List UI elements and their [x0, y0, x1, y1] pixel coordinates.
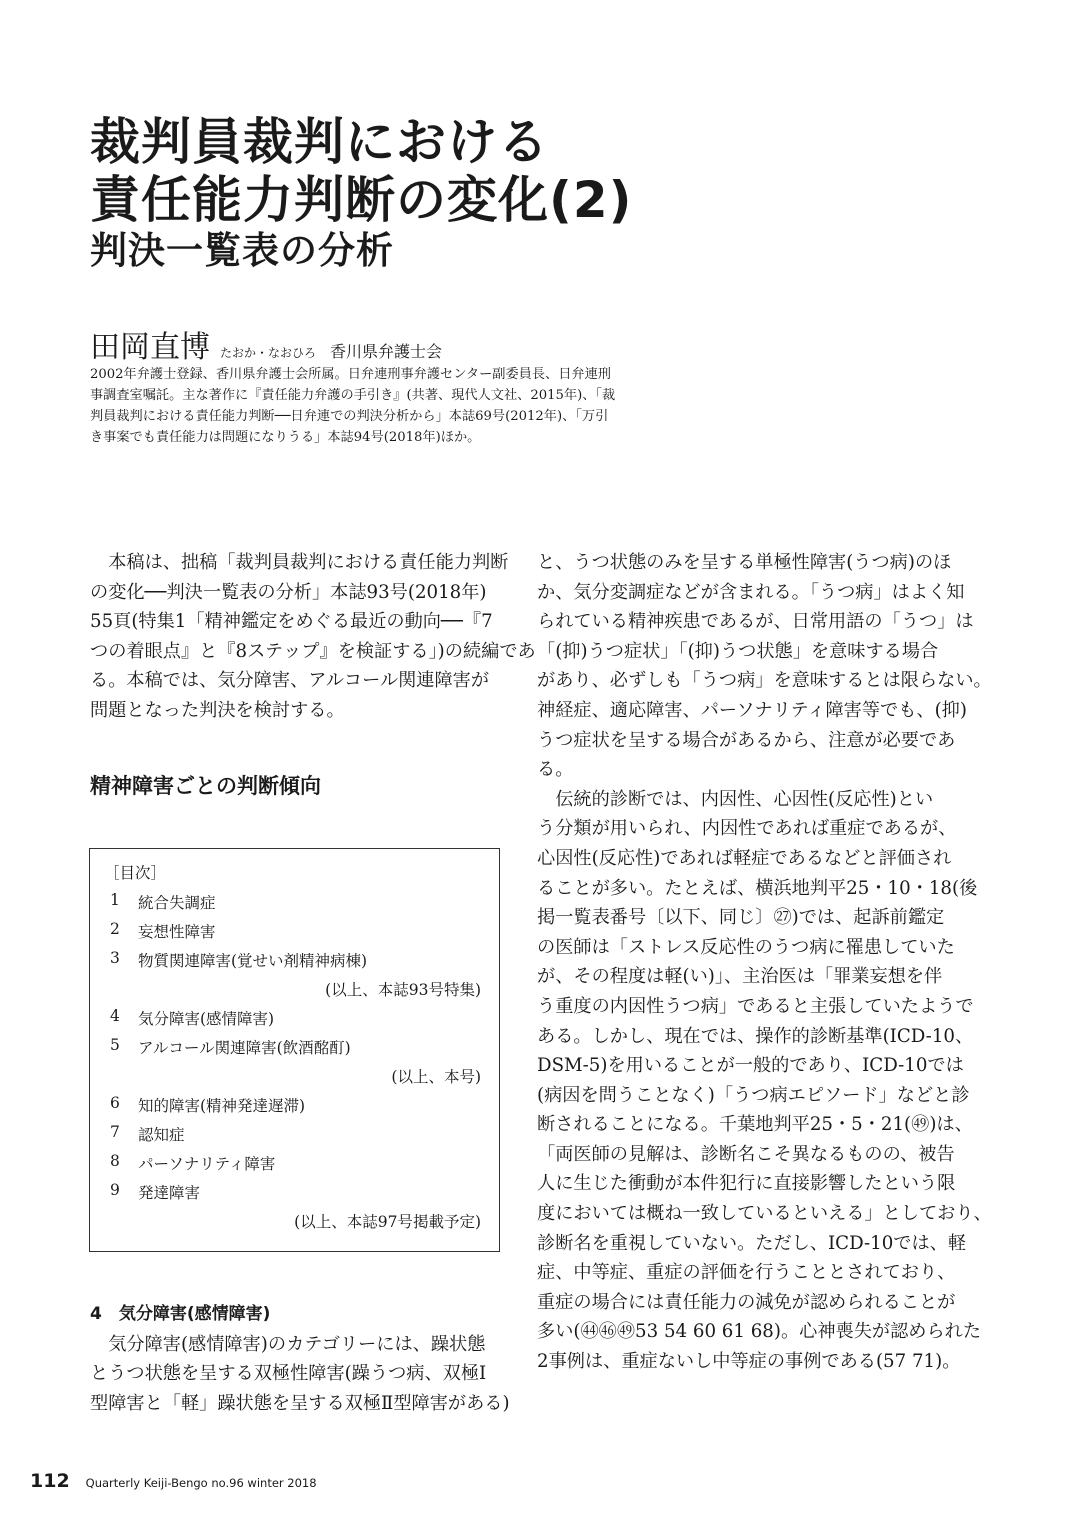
text-line: 心因性(反応性)であれば軽症であるなどと評価され [537, 847, 952, 869]
text-line: 55頁(特集1「精神鑑定をめぐる最近の動向──『7 [90, 611, 493, 633]
author-kana: たおか・なおひろ [220, 346, 317, 360]
toc-item-label: 妄想性障害 [138, 923, 216, 941]
text-line: 本稿は、拙稿「裁判員裁判における責任能力判断 [90, 552, 509, 573]
article-title-line1: 裁判員裁判における [90, 113, 549, 171]
toc-item-number: 1 [110, 891, 120, 909]
text-line: 型障害と「軽」躁状態を呈する双極Ⅱ型障害がある) [90, 1392, 510, 1414]
section-heading: 精神障害ごとの判断傾向 [90, 774, 321, 798]
journal-name: Quarterly Keiji-Bengo no.96 winter 2018 [85, 1476, 317, 1490]
toc-note-text: (以上、本誌93号特集) [325, 981, 481, 999]
text-line: か、気分変調症などが含まれる。「うつ病」はよく知 [537, 581, 965, 603]
text-line: られている精神疾患であるが、日常用語の「うつ」は [537, 611, 974, 633]
bio-line: 2002年弁護士登録、香川県弁護士会所属。日弁連刑事弁護センター副委員長、日弁連刑 [90, 367, 611, 382]
text-line: 掲一覧表番号〔以下、同じ〕㉗)では、起訴前鑑定 [537, 907, 945, 929]
text-line: ることが多い。たとえば、横浜地判平25・10・18(後 [537, 877, 978, 899]
toc-item-number: 5 [110, 1036, 120, 1054]
toc-item-number: 6 [110, 1094, 120, 1112]
text-line: 診断名を重視していない。ただし、ICD-10では、軽 [537, 1232, 967, 1254]
author-block [90, 322, 442, 366]
toc-item-label: パーソナリティ障害 [138, 1155, 276, 1173]
text-line: 「(抑)うつ症状」「(抑)うつ状態」を意味する場合 [537, 640, 939, 662]
page-footer [30, 1470, 317, 1492]
author-name: 田岡直博 [90, 330, 210, 365]
text-line: 多い(㊹㊻㊾53 54 60 61 68)。心神喪失が認められた [537, 1321, 982, 1343]
text-line: と、うつ状態のみを呈する単極性障害(うつ病)のほ [537, 552, 952, 573]
intro-paragraph [90, 548, 536, 726]
page-number: 112 [30, 1470, 70, 1492]
bio-line: き事案でも責任能力は問題になりうる」本誌94号(2018年)ほか。 [90, 430, 481, 445]
text-line: ある。しかし、現在では、操作的診断基準(ICD-10、 [537, 1025, 974, 1047]
author-affiliation: 香川県弁護士会 [330, 342, 443, 361]
text-line: DSM-5)を用いることが一般的であり、ICD-10では [537, 1055, 964, 1077]
toc-note-text: (以上、本号) [391, 1068, 481, 1086]
text-line: があり、必ずしも「うつ病」を意味するとは限らない。 [537, 670, 992, 692]
text-line: 神経症、適応障害、パーソナリティ障害等でも、(抑) [537, 699, 967, 721]
toc-item-label: アルコール関連障害(飲酒酩酊) [138, 1039, 351, 1057]
text-line: る。 [537, 759, 574, 781]
toc-item-label: 知的障害(精神発達遅滞) [138, 1097, 306, 1115]
text-line: とうつ状態を呈する双極性障害(躁うつ病、双極Ⅰ [90, 1363, 487, 1385]
text-line: う重度の内因性うつ病」であると主張していたようで [537, 995, 974, 1017]
text-line: 伝統的診断では、内因性、心因性(反応性)とい [537, 788, 934, 810]
section-4-heading: 4 気分障害(感情障害) [90, 1304, 271, 1324]
text-line: 人に生じた衝動が本件犯行に直接影響したという限 [537, 1173, 956, 1195]
text-line: る。本稿では、気分障害、アルコール関連障害が [90, 670, 490, 692]
toc-item-number: 4 [110, 1007, 120, 1025]
toc-item-label: 統合失調症 [138, 894, 216, 912]
text-line: の変化──判決一覧表の分析」本誌93号(2018年) [90, 581, 487, 603]
text-line: 2事例は、重症ないし中等症の事例である(57 71)。 [537, 1351, 961, 1373]
toc-item-label: 物質関連障害(覚せい剤精神病棟) [138, 952, 368, 970]
text-line: 症、中等症、重症の評価を行うこととされており、 [537, 1262, 956, 1284]
text-line: 問題となった判決を検討する。 [90, 699, 345, 721]
toc-item-number: 2 [110, 920, 120, 938]
toc-item-label: 発達障害 [138, 1184, 201, 1202]
text-line: が、その程度は軽(い)」、主治医は「罪業妄想を伴 [537, 966, 943, 988]
toc-item-label: 気分障害(感情障害) [138, 1010, 275, 1028]
article-subtitle: 判決一覧表の分析 [90, 229, 394, 272]
toc-item-number: 8 [110, 1152, 120, 1170]
article-title-line2: 責任能力判断の変化(2) [90, 171, 633, 229]
toc-note-text: (以上、本誌97号掲載予定) [294, 1213, 481, 1231]
text-line: 度においては概ね一致しているといえる」としており、 [537, 1203, 992, 1225]
text-line: (病因を問うことなく)「うつ病エピソード」などと診 [537, 1084, 970, 1106]
text-line: 気分障害(感情障害)のカテゴリーには、躁状態 [90, 1333, 486, 1355]
table-of-contents-box [89, 848, 500, 1252]
text-line: 断されることになる。千葉地判平25・5・21(㊾)は、 [537, 1114, 973, 1136]
text-line: の医師は「ストレス反応性のうつ病に罹患していた [537, 936, 955, 958]
text-line: 「両医師の見解は、診断名こそ異なるものの、被告 [537, 1143, 955, 1165]
toc-item-label: 認知症 [138, 1126, 185, 1144]
author-bio [90, 364, 660, 448]
toc-item-number: 9 [110, 1181, 120, 1199]
toc-item-number: 3 [110, 949, 120, 967]
bio-line: 事調査室嘱託。主な著作に『責任能力弁護の手引き』(共著、現代人文社、2015年)、「裁 [90, 388, 616, 403]
toc-heading: ［目次］ [104, 864, 167, 882]
right-column-body [537, 548, 992, 1377]
bio-line: 判員裁判における責任能力判断──日弁連での判決分析から」本誌69号(2012年)、「万引 [90, 409, 609, 424]
toc-item-number: 7 [110, 1123, 120, 1141]
section-4 [90, 1300, 510, 1418]
text-line: 重症の場合には責任能力の減免が認められることが [537, 1291, 956, 1313]
text-line: うつ症状を呈する場合があるから、注意が必要であ [537, 729, 956, 751]
text-line: つの着眼点』と『8ステップ』を検証する」)の続編であ [90, 640, 536, 662]
text-line: う分類が用いられ、内因性であれば重症であるが、 [537, 818, 957, 840]
